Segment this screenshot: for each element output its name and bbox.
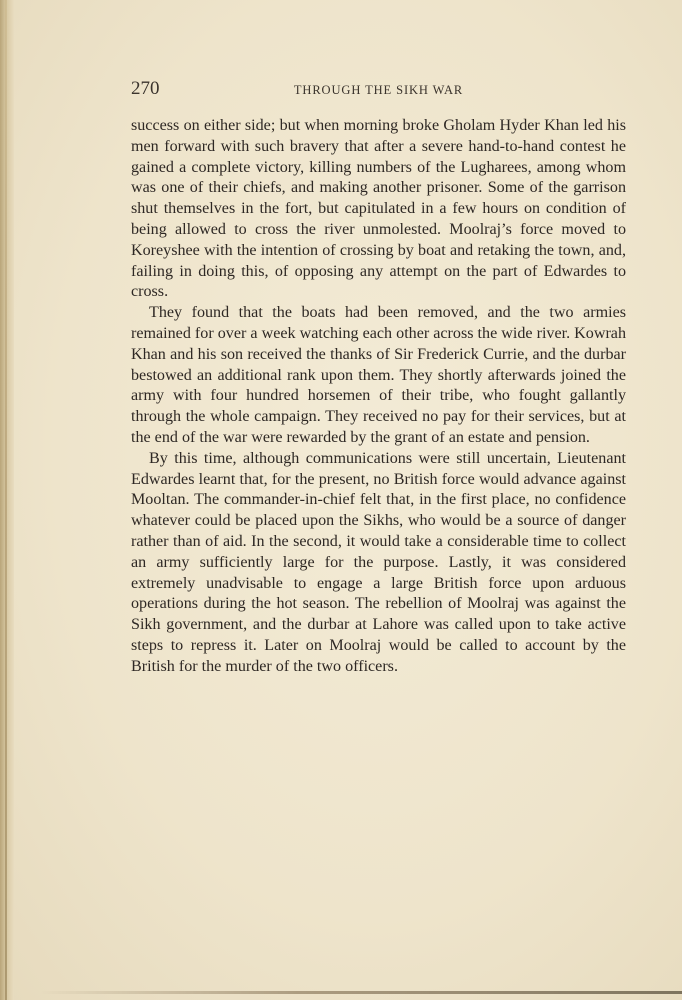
running-title: THROUGH THE SIKH WAR [293, 83, 464, 97]
paragraph-2: They found that the boats had been removed, and the two armies remained for over a week watching each other across the wide river. Kowrah Khan and his son received the thanks of Sir Frederick Currie, and the durbar bestowed an additional rank upon them. They shortly afterwards joined the army with four hundred horsemen of their tribe, who fought gallantly through the whole campaign. They received no pay for their services, but at the end of the war were rewarded by the grant of an estate and pension. [131, 304, 626, 446]
paragraph-3: By this time, although communications were still uncertain, Lieutenant Edwardes learnt that, for the present, no British force would advance against Mooltan. The commander-in-chief felt that, in the first place, no confidence whatever could be placed upon the Sikhs, who would be a source of danger rather than of aid. In the second, it would take a considerable time to collect an army sufficiently large for the purpose. Lastly, it was considered extremely unadvisable to engage a large British force upon arduous operations during the hot season. The rebellion of Moolraj was against the Sikh government, and the durbar at Lahore was called upon to take active steps to repress it. Later on Moolraj would be called to account by the British for the murder of the two officers. [131, 449, 626, 675]
page-bottom-edge [40, 991, 682, 994]
page-number: 270 [131, 78, 160, 99]
gutter-shadow-line [5, 0, 7, 1000]
paragraph-1: success on either side; but when morning broke Gholam Hyder Khan led his men forward with such bravery that after a severe hand-to-hand contest he gained a complete victory, killing numbers of the Lugharees, among whom was one of their chiefs, and making another prisoner. Some of the garrison shut themselves in the fort, but capitulated in a few hours on condition of being allowed to cross the river unmolested. Moolraj’s force moved to Koreyshee with the intention of crossing by boat and retaking the town, and, failing in doing this, of opposing any attempt on the part of Edwardes to cross. [131, 117, 626, 301]
body-text [131, 116, 626, 678]
page-header [131, 78, 626, 104]
binding-gutter [0, 0, 14, 1000]
